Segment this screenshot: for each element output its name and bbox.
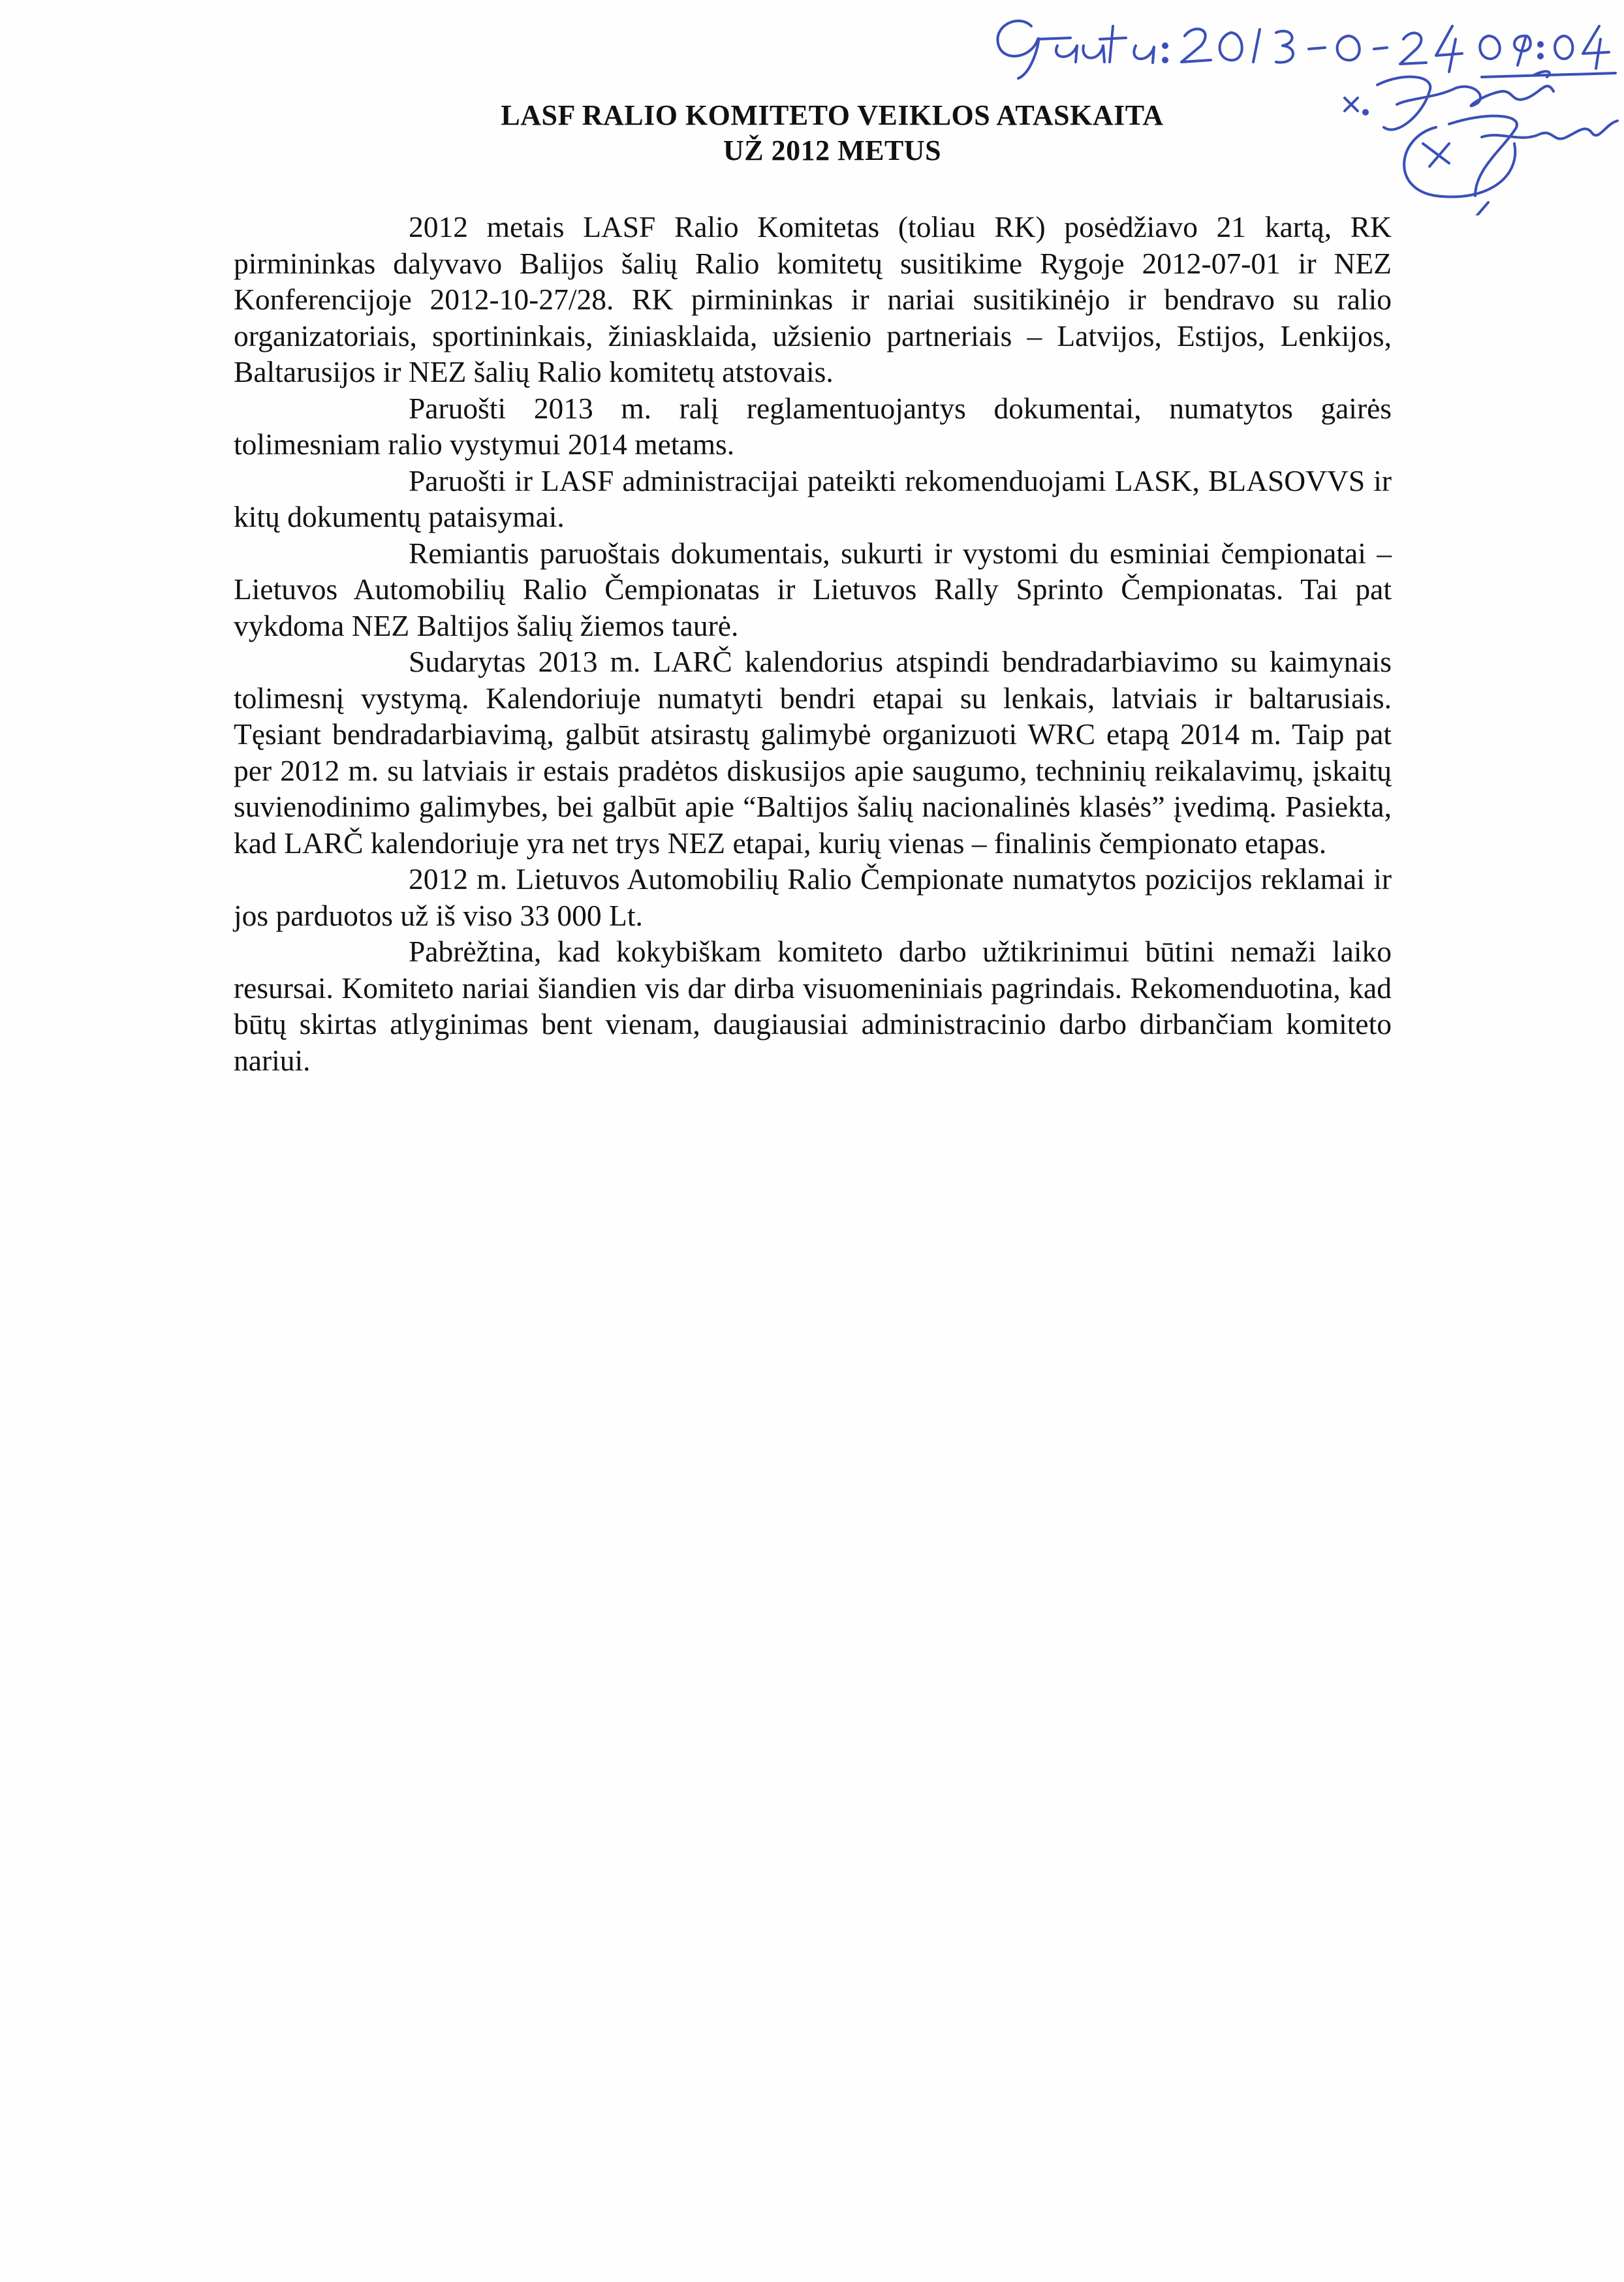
paragraph-amendments: Paruošti ir LASF administracijai pateikti rekomenduojami LASK, BLASOVVS ir kitų dokumentų pataisymai.	[234, 463, 1392, 533]
title-line-2: UŽ 2012 METUS	[723, 134, 942, 166]
paragraph-calendar: Sudarytas 2013 m. LARČ kalendorius atspindi bendradarbiavimo su kaimynais tolimesnį vystymą. Kalendoriuje numatyti bendri etapai su lenkais, latviais ir baltarusiais. Tęsiant bendradarbiavimą, galbūt atsirastų galimybė organizuoti WRC etapą 2014 m. Taip pat per 2012 m. su latviais ir estais pradėtos diskusijos apie saugumo, techninių reikalavimų, įskaitų suvienodinimo galimybes, bei galbūt apie “Baltijos šalių nacionalinės klasės” įvedimą. Pasiekta, kad LARČ kalendoriuje yra net trys NEZ etapai, kurių vienas – finalinis čempionato etapas.	[234, 645, 1392, 860]
paragraph-resources: Pabrėžtina, kad kokybiškam komiteto darbo užtikrinimui būtini nemaži laiko resursai. Komiteto nariai šiandien vis dar dirba visuomeniniais pagrindais. Rekomenduotina, kad būtų skirtas atlyginimas bent vienam, daugiausiai administracinio darbo dirbančiam komiteto nariui.	[234, 935, 1392, 1077]
title-line-1: LASF RALIO KOMITETO VEIKLOS ATASKAITA	[501, 99, 1164, 131]
paragraph-championships: Remiantis paruoštais dokumentais, sukurti ir vystomi du esminiai čempionatai – Lietuvos Automobilių Ralio Čempionatas ir Lietuvos Rally Sprinto Čempionatas. Tai pat vykdoma NEZ Baltijos šalių žiemos taurė.	[234, 536, 1392, 642]
document-title	[366, 98, 1299, 168]
paragraph-advertising: 2012 m. Lietuvos Automobilių Ralio Čempionate numatytos pozicijos reklamai ir jos parduotos už iš viso 33 000 Lt.	[234, 862, 1392, 932]
report-body	[234, 209, 1392, 1078]
paragraph-meetings: 2012 metais LASF Ralio Komitetas (toliau RK) posėdžiavo 21 kartą, RK pirmininkas dalyvavo Balijos šalių Ralio komitetų susitikime Rygoje 2012-07-01 ir NEZ Konferencijoje 2012-10-27/28. RK pirmininkas ir nariai susitikinėjo ir bendravo su ralio organizatoriais, sportininkais, žiniasklaida, užsienio partneriais – Latvijos, Estijos, Lenkijos, Baltarusijos ir NEZ šalių Ralio komitetų atstovais.	[234, 210, 1392, 388]
paragraph-regulations: Paruošti 2013 m. ralį reglamentuojantys dokumentai, numatytos gairės tolimesniam ralio vystymui 2014 metams.	[234, 391, 1392, 461]
